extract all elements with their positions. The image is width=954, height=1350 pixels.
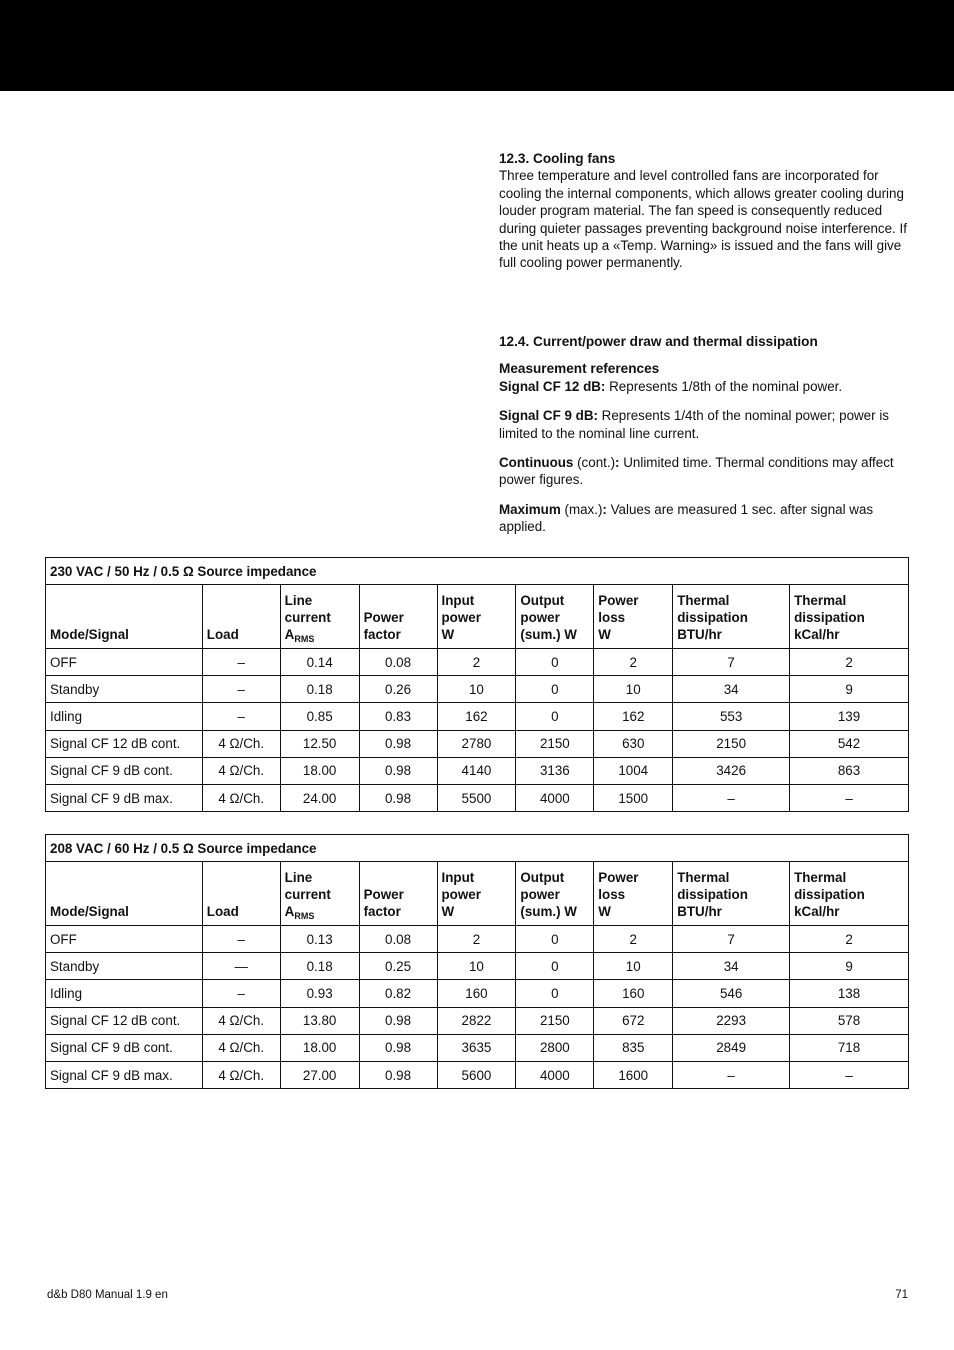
table-cell: –	[202, 926, 280, 953]
table-cell: 4 Ω/Ch.	[202, 1007, 280, 1034]
table-cell: 2	[790, 649, 909, 676]
power-table-208vac	[45, 834, 909, 1089]
table-cell: 2	[437, 926, 516, 953]
ref-continuous-abbr: (cont.)	[573, 455, 616, 471]
table-row	[46, 953, 909, 980]
table-cell: 718	[790, 1034, 909, 1061]
table-cell: 2780	[437, 730, 516, 757]
table-cell: 542	[790, 730, 909, 757]
table-cell: 160	[594, 980, 673, 1007]
table-cell: 0.25	[359, 953, 437, 980]
col-line-current: Line current $A_{RMS}$	[280, 585, 359, 649]
table-cell: 12.50	[280, 730, 359, 757]
table-row	[46, 1007, 909, 1034]
col-output-power: Output power (sum.) W	[516, 585, 594, 649]
table-cell: 4000	[516, 784, 594, 811]
power-table-230vac	[45, 557, 909, 812]
ref-maximum-text: Values are measured 1 sec. after signal was applied.	[499, 501, 874, 535]
section-power-draw	[499, 333, 909, 548]
table-cell: 18.00	[280, 1034, 359, 1061]
table-cell: 34	[673, 953, 790, 980]
table-cell: 630	[594, 730, 673, 757]
table-cell: –	[673, 1061, 790, 1088]
table-cell: 9	[790, 953, 909, 980]
table-cell: Signal CF 9 dB cont.	[46, 1034, 203, 1061]
table-cell: 10	[437, 953, 516, 980]
table-cell: –	[202, 649, 280, 676]
table-cell: 1004	[594, 757, 673, 784]
table-cell: 27.00	[280, 1061, 359, 1088]
table-row	[46, 784, 909, 811]
ref-cf9	[499, 407, 909, 442]
table-cell: 2822	[437, 1007, 516, 1034]
table-cell: 2150	[516, 1007, 594, 1034]
table-cell: –	[202, 703, 280, 730]
ref-maximum	[499, 501, 909, 536]
ref-cf12-text: Represents 1/8th of the nominal power.	[605, 378, 843, 394]
heading-power-draw: 12.4. Current/power draw and thermal dissipation	[499, 334, 818, 349]
table-cell: 9	[790, 676, 909, 703]
ref-cf9-text: Represents 1/4th of the nominal power; power is limited to the nominal line current.	[499, 408, 889, 441]
table-cell: 24.00	[280, 784, 359, 811]
table-cell: 0	[516, 676, 594, 703]
table-cell: 10	[437, 676, 516, 703]
table-cell: Idling	[46, 703, 203, 730]
table-cell: 10	[594, 676, 673, 703]
footer-page-number: 71	[895, 1289, 908, 1301]
table-cell: 0.26	[359, 676, 437, 703]
table-cell: –	[673, 784, 790, 811]
table-cell: Signal CF 9 dB max.	[46, 784, 203, 811]
col-power-loss: Power loss W	[594, 585, 673, 649]
table-cell: 3635	[437, 1034, 516, 1061]
ref-cf9-label: Signal CF 9 dB:	[499, 408, 598, 424]
table-cell: 0.98	[359, 1007, 437, 1034]
col-thermal-btu: Thermal dissipation BTU/hr	[673, 862, 790, 926]
table-cell: 835	[594, 1034, 673, 1061]
ref-continuous	[499, 454, 909, 489]
table-cell: 139	[790, 703, 909, 730]
table-cell: –	[790, 784, 909, 811]
table-cell: 0.98	[359, 784, 437, 811]
table-cell: 546	[673, 980, 790, 1007]
table-cell: 0.98	[359, 1034, 437, 1061]
table-cell: 4 Ω/Ch.	[202, 730, 280, 757]
ref-cf12-label: Signal CF 12 dB:	[499, 378, 606, 394]
table-row	[46, 1034, 909, 1061]
col-mode-signal: Mode/Signal	[46, 862, 203, 926]
table-cell: 2	[594, 926, 673, 953]
table-cell: 7	[673, 649, 790, 676]
table-row	[46, 1061, 909, 1088]
col-input-power: Input power W	[437, 585, 516, 649]
col-power-loss: Power loss W	[594, 862, 673, 926]
col-mode-signal: Mode/Signal	[46, 585, 203, 649]
table-row	[46, 926, 909, 953]
table-cell: 1500	[594, 784, 673, 811]
table-cell: 0.85	[280, 703, 359, 730]
table-cell: 10	[594, 953, 673, 980]
table-cell: 3426	[673, 757, 790, 784]
table-cell: 0.98	[359, 1061, 437, 1088]
table-caption: 230 VAC / 50 Hz / 0.5 Ω Source impedance	[46, 558, 909, 585]
table-caption: 208 VAC / 60 Hz / 0.5 Ω Source impedance	[46, 835, 909, 862]
table-cell: Signal CF 12 dB cont.	[46, 1007, 203, 1034]
table-cell: 2849	[673, 1034, 790, 1061]
table-cell: –	[202, 676, 280, 703]
heading-measurement-references: Measurement references	[499, 361, 660, 377]
col-power-factor: Power factor	[359, 862, 437, 926]
table-cell: 7	[673, 926, 790, 953]
ref-maximum-colon: :	[602, 501, 607, 517]
ref-continuous-text: Unlimited time. Thermal conditions may affect power figures.	[499, 455, 894, 488]
table-cell: 863	[790, 757, 909, 784]
table-cell: —	[202, 953, 280, 980]
col-load: Load	[202, 585, 280, 649]
table-cell: 0	[516, 703, 594, 730]
ref-maximum-label: Maximum	[499, 501, 561, 517]
table-cell: 162	[437, 703, 516, 730]
table-cell: 18.00	[280, 757, 359, 784]
table-cell: 4 Ω/Ch.	[202, 1034, 280, 1061]
table-cell: 2	[437, 649, 516, 676]
table-cell: 0.18	[280, 676, 359, 703]
col-thermal-kcal: Thermal dissipation kCal/hr	[790, 862, 909, 926]
table-cell: Signal CF 12 dB cont.	[46, 730, 203, 757]
table-cell: 2150	[516, 730, 594, 757]
col-thermal-btu: Thermal dissipation BTU/hr	[673, 585, 790, 649]
table-cell: 5600	[437, 1061, 516, 1088]
table-cell: –	[202, 980, 280, 1007]
table-row	[46, 980, 909, 1007]
table-cell: 0.14	[280, 649, 359, 676]
table-cell: 4 Ω/Ch.	[202, 784, 280, 811]
footer-manual-title: d&b D80 Manual 1.9 en	[47, 1289, 168, 1301]
table-cell: Standby	[46, 676, 203, 703]
table-cell: 2800	[516, 1034, 594, 1061]
heading-cooling-fans: 12.3. Cooling fans	[499, 151, 616, 166]
ref-maximum-abbr: (max.)	[560, 501, 603, 517]
ref-continuous-colon: :	[615, 455, 620, 471]
table-cell: 0.98	[359, 730, 437, 757]
col-load: Load	[202, 862, 280, 926]
table-cell: –	[790, 1061, 909, 1088]
header-bar	[0, 0, 954, 91]
table-cell: 2150	[673, 730, 790, 757]
table-cell: 0.13	[280, 926, 359, 953]
table-cell: 4140	[437, 757, 516, 784]
table-cell: 0.83	[359, 703, 437, 730]
col-thermal-kcal: Thermal dissipation kCal/hr	[790, 585, 909, 649]
table-cell: 1600	[594, 1061, 673, 1088]
table-cell: 5500	[437, 784, 516, 811]
ref-continuous-label: Continuous	[499, 455, 574, 471]
table-cell: 553	[673, 703, 790, 730]
table-cell: 0	[516, 926, 594, 953]
col-line-current: Line current $A_{RMS}$	[280, 862, 359, 926]
col-input-power: Input power W	[437, 862, 516, 926]
table-cell: 2293	[673, 1007, 790, 1034]
table-cell: 0.08	[359, 926, 437, 953]
table-cell: 0.82	[359, 980, 437, 1007]
table-cell: 0	[516, 980, 594, 1007]
table-cell: Standby	[46, 953, 203, 980]
col-power-factor: Power factor	[359, 585, 437, 649]
table-cell: 34	[673, 676, 790, 703]
table-cell: 13.80	[280, 1007, 359, 1034]
table-cell: 138	[790, 980, 909, 1007]
table-cell: 672	[594, 1007, 673, 1034]
table-row	[46, 649, 909, 676]
table-cell: OFF	[46, 926, 203, 953]
table-cell: 2	[594, 649, 673, 676]
col-output-power: Output power (sum.) W	[516, 862, 594, 926]
table-cell: OFF	[46, 649, 203, 676]
table-cell: Signal CF 9 dB max.	[46, 1061, 203, 1088]
table-cell: Idling	[46, 980, 203, 1007]
table-cell: 0.98	[359, 757, 437, 784]
table-row	[46, 703, 909, 730]
table-cell: 0.08	[359, 649, 437, 676]
table-cell: 0.18	[280, 953, 359, 980]
table-cell: 0	[516, 953, 594, 980]
table-cell: 0.93	[280, 980, 359, 1007]
section-cooling-fans	[499, 150, 909, 272]
table-cell: Signal CF 9 dB cont.	[46, 757, 203, 784]
table-cell: 4000	[516, 1061, 594, 1088]
table-row	[46, 676, 909, 703]
table-cell: 162	[594, 703, 673, 730]
table-cell: 0	[516, 649, 594, 676]
ref-cf12	[499, 378, 909, 395]
table-cell: 2	[790, 926, 909, 953]
table-cell: 160	[437, 980, 516, 1007]
table-row	[46, 757, 909, 784]
table-cell: 578	[790, 1007, 909, 1034]
table-row	[46, 730, 909, 757]
table-cell: 3136	[516, 757, 594, 784]
cooling-fans-text: Three temperature and level controlled fans are incorporated for cooling the internal components, which allows greater cooling during louder program material. The fan speed is consequently reduced during quieter passages preventing background noise interference. If the unit heats up a «Temp. Warning» is issued and the fans will give full cooling power permanently.	[499, 168, 907, 271]
table-cell: 4 Ω/Ch.	[202, 1061, 280, 1088]
table-cell: 4 Ω/Ch.	[202, 757, 280, 784]
